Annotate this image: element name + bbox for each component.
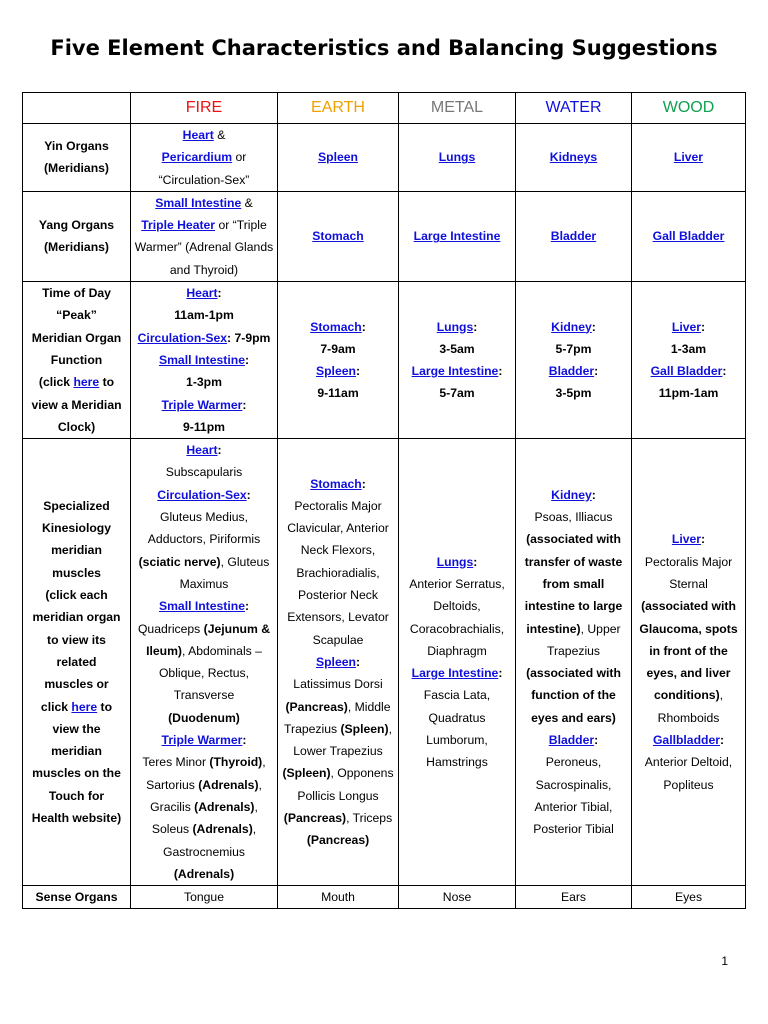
wood-sense-cell: Eyes [632, 886, 746, 909]
gall-bladder-link[interactable]: Gall Bladder [652, 229, 725, 244]
lungs-time-link[interactable]: Lungs [436, 319, 474, 334]
fire-header: FIRE [131, 93, 278, 124]
earth-header: EARTH [278, 93, 399, 124]
meridian-clock-link[interactable]: here [73, 375, 100, 390]
wood-muscles-cell: Liver: Pectoralis Major Sternal (associated with Glaucoma, spots in front of the eyes, and liver conditions), Rhomboids Gallbladder: Anterior Deltoid, Popliteus [632, 439, 746, 886]
wood-yin-cell [632, 124, 746, 192]
metal-sense-cell: Nose [399, 886, 516, 909]
yin-organs-row [23, 124, 746, 192]
triple-warmer-time-link[interactable]: Triple Warmer [161, 397, 243, 412]
element-table [22, 92, 746, 909]
stomach-link[interactable]: Stomach [312, 229, 364, 244]
fire-yang-cell: Small Intestine & Triple Heater or “Triple Warmer” (Adrenal Glands and Thyroid) [131, 191, 278, 281]
fire-time-cell: Heart: 11am-1pm Circulation-Sex: 7-9pm Small Intestine: 1-3pm Triple Warmer: 9-11pm [131, 282, 278, 439]
spleen-time-link[interactable]: Spleen [315, 364, 356, 379]
large-intestine-muscles-link[interactable]: Large Intestine [411, 666, 499, 681]
metal-time-cell: Lungs: 3-5am Large Intestine: 5-7am [399, 282, 516, 439]
earth-muscles-cell: Stomach: Pectoralis Major Clavicular, Anterior Neck Flexors, Brachioradialis, Posterior Neck Extensors, Levator Scapulae Spleen: Latissimus Dorsi (Pancreas), Middle Trapezius (Spleen), Lower Trapezius (Spleen), Opponens Pollicis Longus (Pancreas), Triceps (Pancreas) [278, 439, 399, 886]
small-intestine-muscles-link[interactable]: Small Intestine [158, 599, 245, 614]
spleen-link[interactable]: Spleen [318, 150, 358, 165]
small-intestine-link[interactable]: Small Intestine [155, 195, 242, 210]
page-number: 1 [721, 954, 728, 968]
earth-time-cell: Stomach: 7-9am Spleen: 9-11am [278, 282, 399, 439]
water-sense-cell: Ears [516, 886, 632, 909]
corner-cell [23, 93, 131, 124]
stomach-time-link[interactable]: Stomach [310, 319, 362, 334]
page-title: Five Element Characteristics and Balancing Suggestions [50, 36, 718, 60]
yang-organs-label: Yang Organs (Meridians) [23, 191, 131, 281]
bladder-link[interactable]: Bladder [550, 229, 597, 244]
sense-organs-label: Sense Organs [23, 886, 131, 909]
earth-yang-cell [278, 191, 399, 281]
large-intestine-time-link[interactable]: Large Intestine [411, 364, 499, 379]
kidney-muscles-link[interactable]: Kidney [551, 487, 592, 502]
metal-header: METAL [399, 93, 516, 124]
water-header: WATER [516, 93, 632, 124]
heart-muscles-link[interactable]: Heart [186, 443, 218, 458]
wood-time-cell: Liver: 1-3am Gall Bladder: 11pm-1am [632, 282, 746, 439]
bladder-time-link[interactable]: Bladder [548, 364, 595, 379]
circulation-sex-time-link[interactable]: Circulation-Sex [137, 330, 228, 345]
water-muscles-cell: Kidney: Psoas, Illiacus (associated with transfer of waste from small intestine to large intestine), Upper Trapezius (associated with function of the eyes and ears) Bladder: Peroneus, Sacrospinalis, Anterior Tibial, Posterior Tibial [516, 439, 632, 886]
metal-muscles-cell: Lungs: Anterior Serratus, Deltoids, Coracobrachialis, Diaphragm Large Intestine: Fascia Lata, Quadratus Lumborum, Hamstrings [399, 439, 516, 886]
water-time-cell: Kidney: 5-7pm Bladder: 3-5pm [516, 282, 632, 439]
circulation-sex-muscles-link[interactable]: Circulation-Sex [157, 487, 247, 502]
element-header-row [23, 93, 746, 124]
wood-yang-cell [632, 191, 746, 281]
small-intestine-time-link[interactable]: Small Intestine [158, 352, 245, 367]
wood-header: WOOD [632, 93, 746, 124]
pericardium-link[interactable]: Pericardium [161, 150, 233, 165]
stomach-muscles-link[interactable]: Stomach [310, 476, 362, 491]
metal-yang-cell [399, 191, 516, 281]
muscles-label: Specialized Kinesiology meridian muscles (click each meridian organ to view its related muscles or click here to view the meridian muscles on the Touch for Health website) [23, 439, 131, 886]
lungs-link[interactable]: Lungs [438, 150, 476, 165]
water-yin-cell [516, 124, 632, 192]
kidneys-link[interactable]: Kidneys [549, 150, 598, 165]
heart-time-link[interactable]: Heart [186, 286, 218, 301]
liver-muscles-link[interactable]: Liver [671, 532, 702, 547]
water-yang-cell [516, 191, 632, 281]
time-of-day-label: Time of Day “Peak” Meridian Organ Function (click here to view a Meridian Clock) [23, 282, 131, 439]
yang-organs-row [23, 191, 746, 281]
touch-for-health-link[interactable]: here [71, 699, 98, 714]
liver-time-link[interactable]: Liver [671, 319, 702, 334]
spleen-muscles-link[interactable]: Spleen [315, 654, 356, 669]
triple-warmer-muscles-link[interactable]: Triple Warmer [161, 733, 243, 748]
metal-yin-cell [399, 124, 516, 192]
kidney-time-link[interactable]: Kidney [551, 319, 592, 334]
bladder-muscles-link[interactable]: Bladder [548, 733, 595, 748]
muscles-row [23, 439, 746, 886]
fire-yin-cell: Heart & Pericardium or “Circulation-Sex” [131, 124, 278, 192]
earth-yin-cell [278, 124, 399, 192]
fire-muscles-cell: Heart: Subscapularis Circulation-Sex: Gluteus Medius, Adductors, Piriformis (sciatic nerve), Gluteus Maximus Small Intestine: Quadriceps (Jejunum & Ileum), Abdominals – Oblique, Rectus, Transverse (Duodenum) Triple Warmer: Teres Minor (Thyroid), Sartorius (Adrenals), Gracilis (Adrenals), Soleus (Adrenals), Gastrocnemius (Adrenals) [131, 439, 278, 886]
sense-organs-row [23, 886, 746, 909]
liver-link[interactable]: Liver [673, 150, 704, 165]
fire-sense-cell: Tongue [131, 886, 278, 909]
lungs-muscles-link[interactable]: Lungs [436, 554, 474, 569]
triple-heater-link[interactable]: Triple Heater [141, 218, 216, 233]
gall-bladder-time-link[interactable]: Gall Bladder [650, 364, 723, 379]
time-of-day-row [23, 282, 746, 439]
yin-organs-label: Yin Organs (Meridians) [23, 124, 131, 192]
large-intestine-link[interactable]: Large Intestine [413, 229, 501, 244]
earth-sense-cell: Mouth [278, 886, 399, 909]
gallbladder-muscles-link[interactable]: Gallbladder [652, 733, 720, 748]
heart-link[interactable]: Heart [182, 128, 214, 142]
